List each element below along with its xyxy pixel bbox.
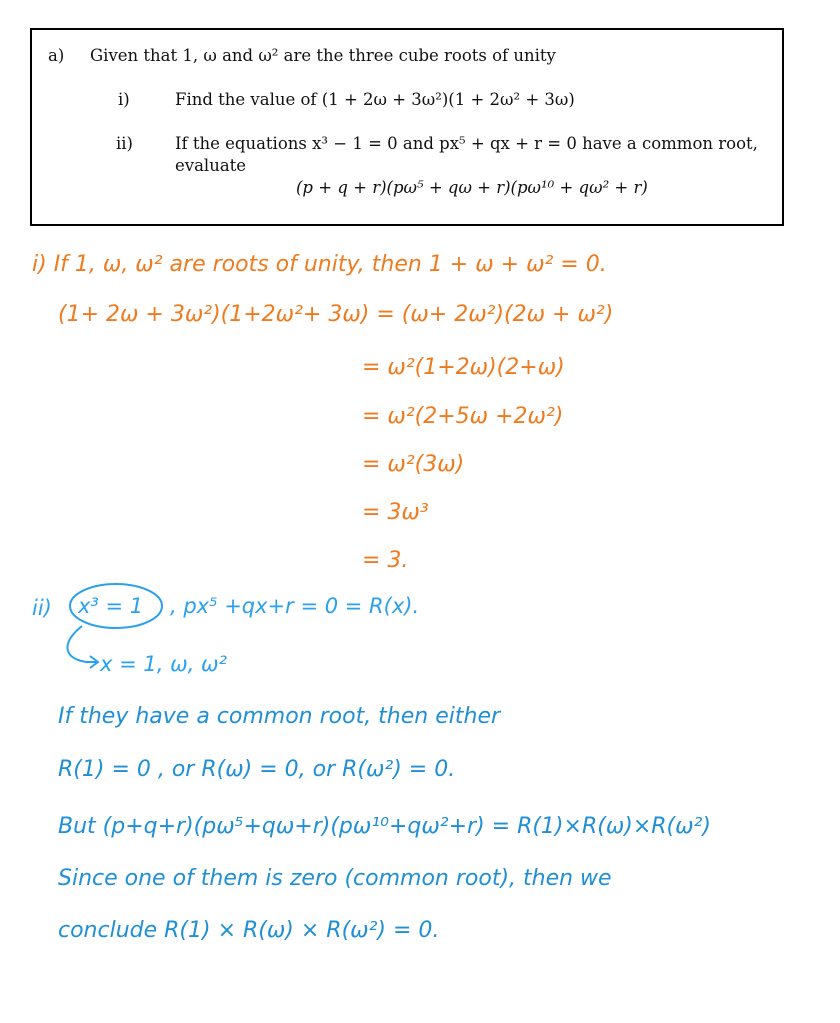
solution-i-line5: = ω²(3ω) [362,452,465,477]
solution-ii-label: ii) [32,596,52,620]
part-label: a) [48,46,65,65]
solution-ii-text1: If they have a common root, then either [58,704,501,729]
solution-ii-text4: Since one of them is zero (common root), then we [58,866,612,891]
sub-question-2-line1: If the equations x³ − 1 = 0 and px⁵ + qx + r = 0 have a common root, [175,134,758,153]
roots-line: x = 1, ω, ω² [100,652,228,676]
sub-question-2-label: ii) [116,134,133,153]
sub-question-2-line2: evaluate [175,156,247,175]
solution-ii-text5: conclude R(1) × R(ω) × R(ω²) = 0. [58,918,440,943]
solution-i-line7: = 3. [362,548,409,573]
question-intro: Given that 1, ω and ω² are the three cube roots of unity [90,46,556,65]
solution-i-line2: (1+ 2ω + 3ω²)(1+2ω²+ 3ω) = (ω+ 2ω²)(2ω + ω²) [58,302,614,327]
solution-i-line6: = 3ω³ [362,500,429,525]
sub-question-1-label: i) [118,90,130,109]
solution-ii-text3: But (p+q+r)(pω⁵+qω+r)(pω¹⁰+qω²+r) = R(1)×R(ω)×R(ω²) [58,814,711,839]
solution-i-line1: i) If 1, ω, ω² are roots of unity, then 1 + ω + ω² = 0. [32,252,607,277]
sub-question-2-expression: (p + q + r)(pω⁵ + qω + r)(pω¹⁰ + qω² + r) [296,178,648,197]
solution-i-line3: = ω²(1+2ω)(2+ω) [362,355,565,380]
solution-ii-text2: R(1) = 0 , or R(ω) = 0, or R(ω²) = 0. [58,757,456,782]
circled-equation: x³ = 1 [78,594,144,618]
polynomial-definition: , px⁵ +qx+r = 0 = R(x). [170,594,420,618]
sub-question-1-text: Find the value of (1 + 2ω + 3ω²)(1 + 2ω² + 3ω) [175,90,575,109]
solution-i-line4: = ω²(2+5ω +2ω²) [362,404,564,429]
question-box [30,28,784,226]
